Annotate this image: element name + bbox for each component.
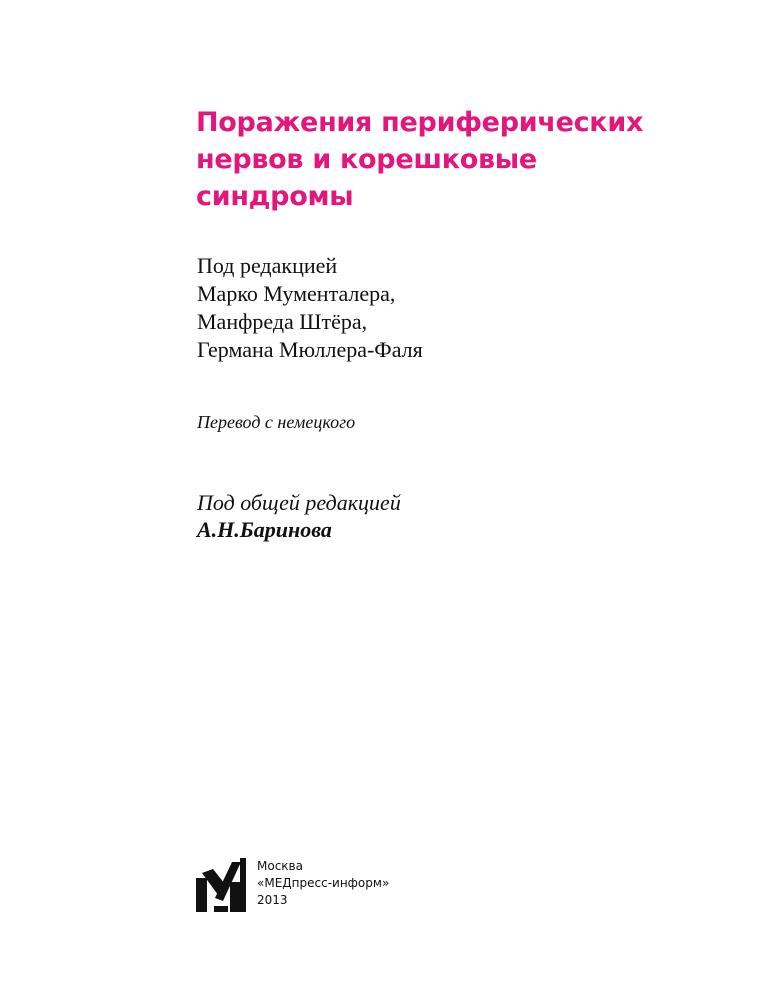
general-editor-name: А.Н.Баринова [197, 517, 332, 542]
general-editor-block [197, 489, 401, 543]
general-editor-label: Под общей редакцией [197, 490, 401, 515]
book-title-line-2: нервов и корешковые [196, 144, 537, 175]
publisher-city: Москва [257, 859, 303, 873]
editor-name-2: Манфреда Штёра, [197, 309, 368, 334]
book-title [196, 104, 736, 215]
medpress-logo-icon [196, 858, 246, 912]
book-title-line-3: синдромы [196, 181, 354, 212]
editor-name-3: Германа Мюллера-Фаля [197, 337, 423, 362]
book-title-line-1: Поражения периферических [196, 107, 644, 138]
editors-label: Под редакцией [197, 253, 338, 278]
editors-block [197, 252, 423, 364]
publisher-text [257, 858, 389, 909]
translation-note: Перевод с немецкого [197, 412, 356, 432]
editor-name-1: Марко Мументалера, [197, 281, 396, 306]
publication-year: 2013 [257, 893, 288, 907]
publisher-name: «МЕДпресс-информ» [257, 876, 390, 890]
